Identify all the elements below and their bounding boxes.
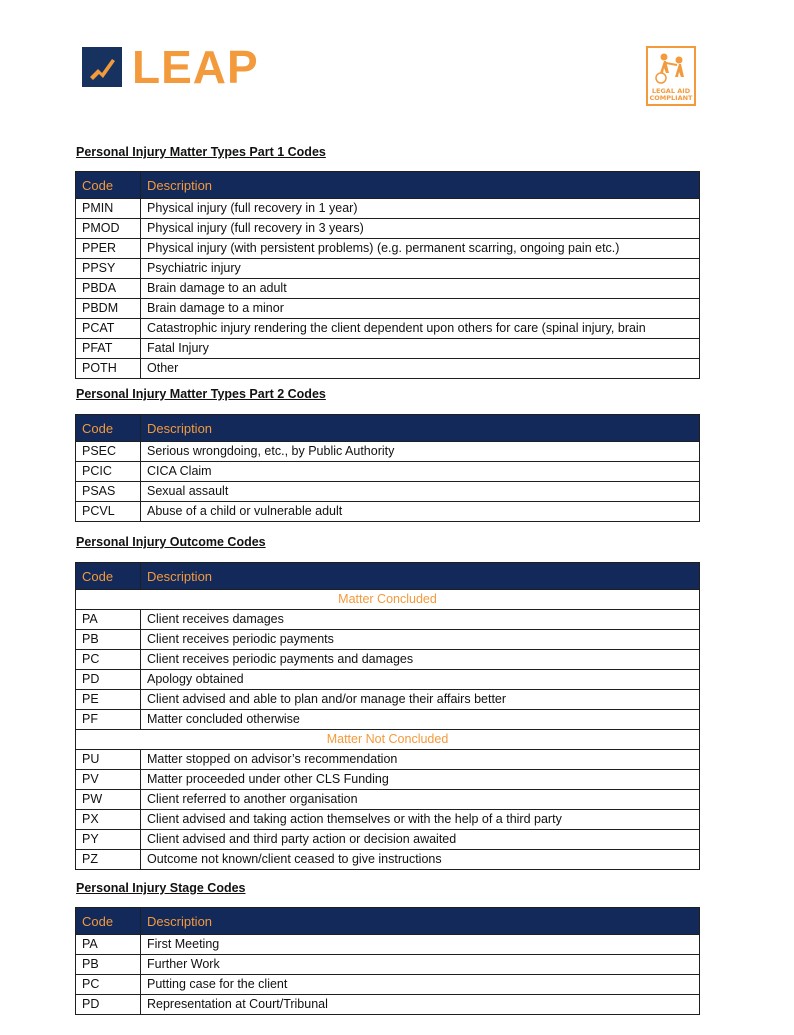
table-row xyxy=(76,810,700,830)
table-row xyxy=(76,690,700,710)
code-cell: PD xyxy=(76,670,141,690)
code-cell: PE xyxy=(76,690,141,710)
description-cell: Physical injury (full recovery in 1 year) xyxy=(141,199,700,219)
description-cell: CICA Claim xyxy=(141,462,700,482)
table-row xyxy=(76,259,700,279)
stage-table xyxy=(75,907,700,1015)
description-cell: Abuse of a child or vulnerable adult xyxy=(141,502,700,522)
table-row xyxy=(76,790,700,810)
group-row-matter-not-concluded xyxy=(76,730,700,750)
leap-logo xyxy=(82,41,259,93)
code-column-header: Code xyxy=(76,908,141,935)
code-cell: PPSY xyxy=(76,259,141,279)
description-cell: Client advised and taking action themselves or with the help of a third party xyxy=(141,810,700,830)
description-cell: Client receives damages xyxy=(141,610,700,630)
code-cell: PC xyxy=(76,975,141,995)
description-cell: Brain damage to an adult xyxy=(141,279,700,299)
code-cell: PMOD xyxy=(76,219,141,239)
code-cell: PSEC xyxy=(76,442,141,462)
outcome-table xyxy=(75,562,700,870)
code-cell: PBDA xyxy=(76,279,141,299)
table-row xyxy=(76,850,700,870)
code-cell: PC xyxy=(76,650,141,670)
description-cell: Matter concluded otherwise xyxy=(141,710,700,730)
table-row xyxy=(76,935,700,955)
description-column-header: Description xyxy=(141,908,700,935)
code-cell: PCAT xyxy=(76,319,141,339)
table-row xyxy=(76,630,700,650)
code-cell: POTH xyxy=(76,359,141,379)
description-cell: Apology obtained xyxy=(141,670,700,690)
description-cell: Other xyxy=(141,359,700,379)
code-cell: PB xyxy=(76,630,141,650)
description-cell: Client advised and able to plan and/or manage their affairs better xyxy=(141,690,700,710)
code-cell: PCVL xyxy=(76,502,141,522)
leap-logo-text: LEAP xyxy=(132,41,259,93)
description-cell: Catastrophic injury rendering the client dependent upon others for care (spinal injury, brain xyxy=(141,319,700,339)
code-cell: PF xyxy=(76,710,141,730)
table-row xyxy=(76,442,700,462)
description-column-header: Description xyxy=(141,415,700,442)
code-cell: PSAS xyxy=(76,482,141,502)
code-column-header: Code xyxy=(76,563,141,590)
code-cell: PW xyxy=(76,790,141,810)
code-column-header: Code xyxy=(76,415,141,442)
leap-logo-mark xyxy=(82,47,122,87)
table-row xyxy=(76,710,700,730)
code-cell: PMIN xyxy=(76,199,141,219)
code-cell: PA xyxy=(76,935,141,955)
code-cell: PFAT xyxy=(76,339,141,359)
table-row xyxy=(76,502,700,522)
stage-title: Personal Injury Stage Codes xyxy=(76,881,246,895)
description-cell: Further Work xyxy=(141,955,700,975)
table-row xyxy=(76,770,700,790)
group-label: Matter Concluded xyxy=(76,590,700,610)
code-cell: PV xyxy=(76,770,141,790)
table-row xyxy=(76,975,700,995)
description-cell: Serious wrongdoing, etc., by Public Authority xyxy=(141,442,700,462)
table-row xyxy=(76,482,700,502)
code-cell: PPER xyxy=(76,239,141,259)
table-row xyxy=(76,955,700,975)
code-cell: PA xyxy=(76,610,141,630)
table-row xyxy=(76,239,700,259)
table-row xyxy=(76,359,700,379)
description-cell: Representation at Court/Tribunal xyxy=(141,995,700,1015)
figures-icon xyxy=(652,51,690,85)
description-cell: Client advised and third party action or decision awaited xyxy=(141,830,700,850)
table-row xyxy=(76,650,700,670)
table-header-row xyxy=(76,908,700,935)
code-cell: PU xyxy=(76,750,141,770)
part1-title: Personal Injury Matter Types Part 1 Codes xyxy=(76,145,326,159)
part2-table xyxy=(75,414,700,522)
code-cell: PX xyxy=(76,810,141,830)
table-row xyxy=(76,462,700,482)
table-header-row xyxy=(76,563,700,590)
table-header-row xyxy=(76,172,700,199)
table-row xyxy=(76,610,700,630)
table-header-row xyxy=(76,415,700,442)
description-column-header: Description xyxy=(141,172,700,199)
table-row xyxy=(76,299,700,319)
legal-aid-compliant-badge xyxy=(646,46,696,106)
group-label: Matter Not Concluded xyxy=(76,730,700,750)
table-row xyxy=(76,750,700,770)
table-row xyxy=(76,319,700,339)
table-row xyxy=(76,279,700,299)
description-cell: Client receives periodic payments and damages xyxy=(141,650,700,670)
part1-table xyxy=(75,171,700,379)
description-cell: First Meeting xyxy=(141,935,700,955)
code-cell: PD xyxy=(76,995,141,1015)
description-cell: Client referred to another organisation xyxy=(141,790,700,810)
table-row xyxy=(76,339,700,359)
description-cell: Sexual assault xyxy=(141,482,700,502)
description-cell: Putting case for the client xyxy=(141,975,700,995)
code-cell: PB xyxy=(76,955,141,975)
code-column-header: Code xyxy=(76,172,141,199)
description-cell: Matter stopped on advisor’s recommendation xyxy=(141,750,700,770)
table-row xyxy=(76,995,700,1015)
code-cell: PCIC xyxy=(76,462,141,482)
description-cell: Psychiatric injury xyxy=(141,259,700,279)
description-cell: Fatal Injury xyxy=(141,339,700,359)
outcome-title: Personal Injury Outcome Codes xyxy=(76,535,266,549)
description-cell: Matter proceeded under other CLS Funding xyxy=(141,770,700,790)
badge-text: LEGAL AID COMPLIANT xyxy=(649,87,693,102)
code-cell: PBDM xyxy=(76,299,141,319)
code-cell: PY xyxy=(76,830,141,850)
description-cell: Brain damage to a minor xyxy=(141,299,700,319)
part2-title: Personal Injury Matter Types Part 2 Codes xyxy=(76,387,326,401)
description-cell: Client receives periodic payments xyxy=(141,630,700,650)
description-cell: Physical injury (full recovery in 3 years) xyxy=(141,219,700,239)
group-row-matter-concluded xyxy=(76,590,700,610)
table-row xyxy=(76,670,700,690)
table-row xyxy=(76,219,700,239)
description-cell: Outcome not known/client ceased to give instructions xyxy=(141,850,700,870)
description-cell: Physical injury (with persistent problems) (e.g. permanent scarring, ongoing pain etc.) xyxy=(141,239,700,259)
code-cell: PZ xyxy=(76,850,141,870)
description-column-header: Description xyxy=(141,563,700,590)
table-row xyxy=(76,199,700,219)
table-row xyxy=(76,830,700,850)
